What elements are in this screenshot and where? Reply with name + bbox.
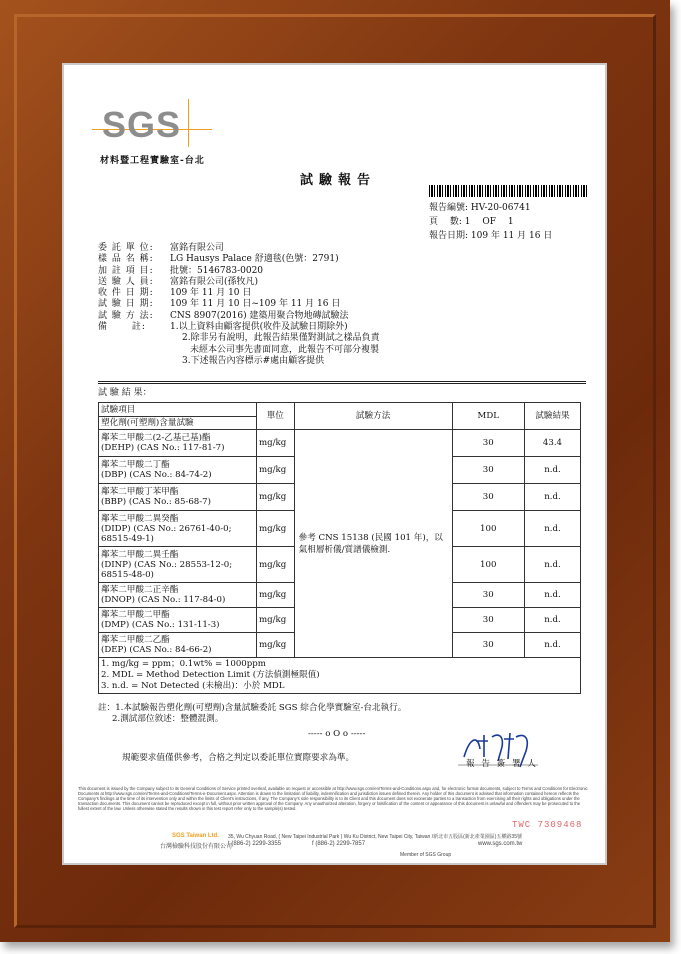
stamp-code: TWC 7309468 bbox=[512, 820, 583, 830]
header-item: 試驗項目 bbox=[99, 403, 257, 417]
info-sample: 樣 品 名 稱: LG Hausys Palace 舒適毯(色號：2791) bbox=[98, 254, 339, 265]
info-submitter: 送 驗 人 員: 富銘有限公司(孫牧凡) bbox=[98, 276, 259, 287]
footer-web: www.sgs.com.tw bbox=[478, 841, 523, 847]
table-row: 鄰苯二甲酸二正辛酯 (DNOP) (CAS No.: 117-84-0) mg/kg 30 n.d. bbox=[99, 583, 581, 608]
signature-label: 報 告 簽 署 人 bbox=[466, 759, 538, 769]
disclaimer: 規範要求值僅供參考，合格之判定以委託單位實際要求為準。 bbox=[122, 753, 355, 763]
terms-fine-print: This document is issued by the Company subject to its General Conditions of Service printed overleaf, available on request or accessible at http://www.sgs.com/en/Terms-and-Conditions.aspx and, for electronic format documents, subject to Terms and Conditions for Electronic Documents at http://www.sgs.com/en/Terms-and-Conditions/Terms-e-Document.aspx. Attention is drawn to the limitation of liability, indemnification and jurisdiction issues defined therein. Any holder of this document is advised that information contained hereon reflects the Company's findings at the time of its intervention only and within the limits of Client's instructions, if any. The Company's sole responsibility is to its Client and this document does not exonerate parties to a transaction from exercising all their rights and obligations under the transaction documents. This document cannot be reproduced except in full, without prior written approval of the Company. Any unauthorized alteration, forgery or falsification of the content or appearance of this document is unlawful and offenders may be prosecuted to the fullest extent of the law. Unless otherwise stated the results shown in this test report refer only to the sample(s) tested. bbox=[78, 786, 588, 811]
header-mdl: MDL bbox=[452, 403, 524, 430]
report-date: 報告日期: 109 年 11 月 16 日 bbox=[429, 231, 553, 241]
end-mark: ----- o O o ----- bbox=[308, 729, 366, 739]
table-row: 鄰苯二甲酸二甲酯 (DMP) (CAS No.: 131-11-3) mg/kg 30 n.d. bbox=[99, 608, 581, 633]
table-row: 鄰苯二甲酸二乙酯 (DEP) (CAS No.: 84-66-2) mg/kg 30 n.d. bbox=[99, 633, 581, 658]
table-row: 鄰苯二甲酸丁苯甲酯 (BBP) (CAS No.: 85-68-7) mg/kg 30 n.d. bbox=[99, 484, 581, 511]
table-row: 鄰苯二甲酸二(2-乙基己基)酯 (DEHP) (CAS No.: 117-81-7) mg/kg 參考 CNS 15138 (民國 101 年)，以氣相層析儀/質譜儀檢測. 30 43.4 bbox=[99, 430, 581, 457]
report-info bbox=[98, 243, 380, 367]
footer-tel: t (886-2) 2299-3355 bbox=[228, 841, 282, 847]
certificate-page bbox=[62, 63, 607, 865]
method-cell: 參考 CNS 15138 (民國 101 年)，以氣相層析儀/質譜儀檢測. bbox=[294, 430, 452, 658]
footer-company-zh: 台灣檢驗科技股份有限公司 bbox=[160, 844, 233, 850]
info-test-date: 試 驗 日 期: 109 年 11 月 10 日~109 年 11 月 16 日 bbox=[98, 299, 341, 310]
table-row: 鄰苯二甲酸二異壬酯 (DINP) (CAS No.: 28553-12-0; 68515-48-0) mg/kg 100 n.d. bbox=[99, 547, 581, 583]
footer-member: Member of SGS Group bbox=[400, 852, 452, 858]
remark-3: 3.下述報告內容標示#處由顧客提供 bbox=[182, 355, 325, 366]
header-group: 塑化劑(可塑劑)含量試驗 bbox=[99, 417, 257, 430]
info-received: 收 件 日 期: 109 年 11 月 10 日 bbox=[98, 288, 252, 299]
section-divider bbox=[98, 381, 586, 384]
notes: 註：1.本試驗報告塑化劑(可塑劑)含量試驗委託 SGS 綜合化學實驗室-台北執行。 2.測試部位敘述：整體混測。 bbox=[98, 703, 407, 724]
lab-name: 材料暨工程實驗室-台北 bbox=[100, 156, 205, 166]
footer-address: 35, Wu Chyuan Road, ( New Taipei Industrial Park ) Wu Ku District, New Taipei City, Taiwan /新北市五股區(新北產業園區)五權路35號 bbox=[228, 834, 522, 840]
barcode bbox=[429, 185, 589, 197]
info-note-item: 加 註 項 目: 批號：5146783-0020 bbox=[98, 265, 264, 276]
report-number: 報告編號: HV-20-06741 bbox=[429, 203, 531, 213]
info-remark: 備 註: 1.以上資料由顧客提供(收件及試驗日期除外) bbox=[98, 322, 348, 333]
header-result: 試驗結果 bbox=[524, 403, 580, 430]
results-heading: 試 驗 結 果： bbox=[98, 388, 152, 398]
header-method: 試驗方法 bbox=[294, 403, 452, 430]
remark-2b: 未經本公司事先書面同意，此報告不可部分複製 bbox=[190, 344, 380, 355]
info-method: 試 驗 方 法: CNS 8907(2016) 建築用聚合物地磚試驗法 bbox=[98, 310, 349, 321]
table-row: 鄰苯二甲酸二異癸酯 (DIDP) (CAS No.: 26761-40-0; 68515-49-1) mg/kg 100 n.d. bbox=[99, 511, 581, 547]
results-table bbox=[98, 402, 581, 694]
sgs-logo: SGS bbox=[102, 103, 192, 147]
footer-fax: f (886-2) 2299-7857 bbox=[312, 841, 366, 847]
table-row: 鄰苯二甲酸二丁酯 (DBP) (CAS No.: 84-74-2) mg/kg 30 n.d. bbox=[99, 457, 581, 484]
table-footnotes: 1. mg/kg = ppm；0.1wt% = 1000ppm 2. MDL = Method Detection Limit (方法偵測極限值) 3. n.d. = Not Detected (未檢出)：小於 MDL bbox=[99, 658, 581, 694]
page-count: 頁 數: 1 OF 1 bbox=[429, 217, 514, 227]
footer-company-en: SGS Taiwan Ltd. bbox=[172, 833, 219, 839]
info-client: 委 託 單 位: 富銘有限公司 bbox=[98, 243, 225, 253]
report-title: 試驗報告 bbox=[300, 173, 377, 188]
header-unit: 單位 bbox=[256, 403, 294, 430]
remark-2: 2.除非另有說明，此報告結果僅對測試之樣品負責 bbox=[182, 333, 380, 344]
